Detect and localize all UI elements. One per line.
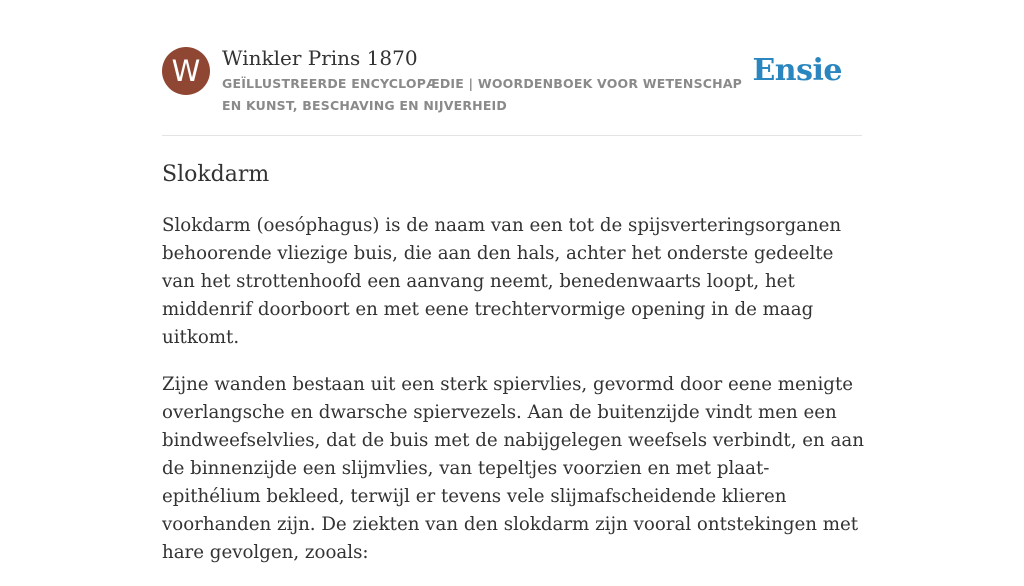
article-paragraph: Slokdarm (oesóphagus) is de naam van een tot de spijsverteringsorganen behoorende vliezige buis, die aan den hals, achter het onderste gedeelte van het strottenhoofd een aanvang neemt, benedenwaarts loopt, het middenrif doorboort en met eene trechtervormige opening in de maag uitkomt. bbox=[162, 215, 842, 348]
article-paragraph: Zijne wanden bestaan uit een sterk spiervlies, gevormd door eene menigte overlangsche en dwarsche spiervezels. Aan de buitenzijde vindt men een bindweefselvlies, dat de buis met de nabijgelegen weefsels verbindt, en aan de binnenzijde een slijmvlies, van tepeltjes voorzien en met plaat-epithélium bekleed, terwijl er tevens vele slijmafscheidende klieren voorhanden zijn. De ziekten van den slokdarm zijn vooral ontstekingen met hare gevolgen, zooals: bbox=[162, 374, 864, 563]
article-title: Slokdarm bbox=[162, 162, 270, 187]
source-subtitle: GEÏLLUSTREERDE ENCYCLOPÆDIE | WOORDENBOEK VOOR WETENSCHAP EN KUNST, BESCHAVING EN NIJVERHEID bbox=[222, 76, 743, 113]
source-title[interactable]: Winkler Prins 1870 bbox=[222, 46, 418, 70]
ensie-logo[interactable]: Ensie bbox=[752, 53, 842, 88]
source-header bbox=[162, 46, 862, 116]
article-body bbox=[162, 212, 867, 586]
header-divider bbox=[162, 135, 862, 136]
source-avatar[interactable]: W bbox=[162, 47, 210, 95]
